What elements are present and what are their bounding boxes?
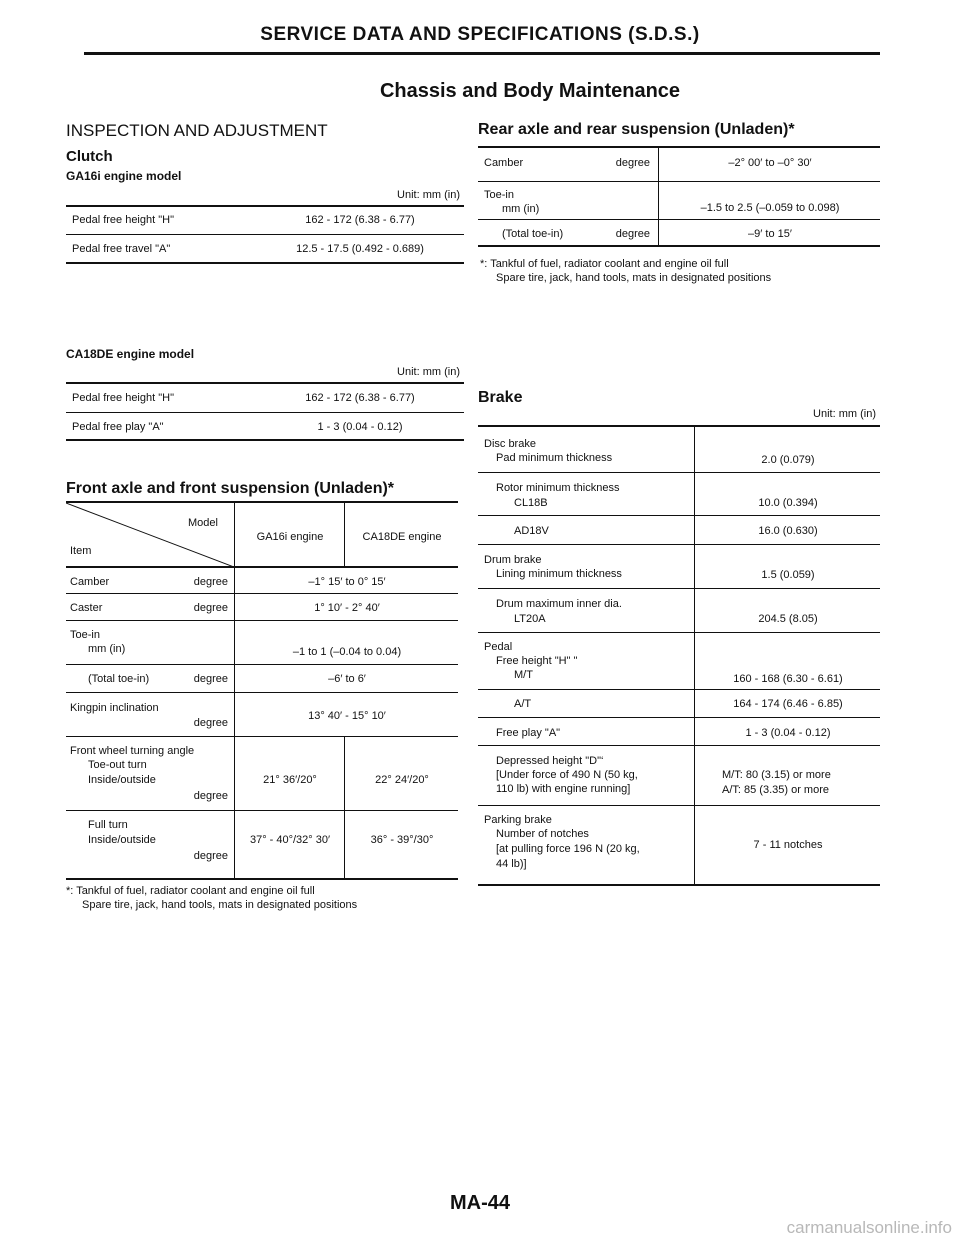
front-fullturn-ca18de: 36° - 39°/30° bbox=[370, 834, 434, 846]
rear-note-line1: *: Tankful of fuel, radiator coolant and engine oil full bbox=[480, 258, 729, 270]
brake-depressed-label: Depressed height "D"‘ bbox=[496, 755, 604, 767]
brake-mt-label: M/T bbox=[514, 669, 533, 681]
brake-table-top bbox=[478, 425, 880, 427]
brake-lt20a-value: 204.5 (8.05) bbox=[758, 613, 818, 625]
ga16i-row1-value: 162 - 172 (6.38 - 6.77) bbox=[305, 214, 415, 226]
rear-toein-value: –1.5 to 2.5 (–0.059 to 0.098) bbox=[700, 202, 840, 214]
rear-camber-label: Camber bbox=[484, 157, 524, 169]
brake-title: Brake bbox=[478, 389, 523, 406]
front-note-line2: Spare tire, jack, hand tools, mats in designated positions bbox=[82, 899, 358, 911]
brake-pedal-label: Pedal bbox=[484, 641, 513, 653]
brake-ad18v-rule bbox=[478, 544, 880, 545]
inspection-title: INSPECTION AND ADJUSTMENT bbox=[66, 121, 328, 140]
rear-note-line2: Spare tire, jack, hand tools, mats in designated positions bbox=[496, 272, 772, 284]
brake-mt-rule bbox=[478, 689, 880, 690]
ga16i-row-divider bbox=[66, 234, 464, 235]
front-col-divider bbox=[234, 503, 235, 879]
front-turning-label: Front wheel turning angle bbox=[70, 745, 195, 757]
brake-at-label: A/T bbox=[514, 698, 532, 710]
front-table-bottom bbox=[66, 878, 458, 880]
rear-axle-title: Rear axle and rear suspension (Unladen)* bbox=[478, 121, 795, 138]
front-caster-unit: degree bbox=[193, 602, 228, 614]
brake-ad18v-label: AD18V bbox=[514, 525, 549, 537]
rear-camber-value: –2° 00′ to –0° 30′ bbox=[728, 157, 812, 169]
front-kingpin-label: Kingpin inclination bbox=[70, 702, 159, 714]
front-caster-value: 1° 10′ - 2° 40′ bbox=[314, 602, 380, 614]
front-toeout-label: Toe-out turn bbox=[88, 759, 147, 771]
front-axle-title: Front axle and front suspension (Unladen)* bbox=[66, 480, 395, 497]
rear-toein-rule bbox=[478, 219, 880, 220]
brake-lining-value: 1.5 (0.059) bbox=[761, 569, 815, 581]
brake-lining-label: Lining minimum thickness bbox=[496, 568, 622, 580]
front-camber-label: Camber bbox=[70, 576, 110, 588]
ga16i-table-top bbox=[66, 205, 464, 207]
header-rule bbox=[84, 52, 880, 55]
ca18de-unit: Unit: mm (in) bbox=[397, 366, 460, 378]
rear-table-bottom bbox=[478, 245, 880, 247]
front-head-model: Model bbox=[188, 517, 218, 529]
front-kingpin-unit: degree bbox=[193, 717, 228, 729]
rear-camber-unit: degree bbox=[615, 157, 650, 169]
brake-drum-max-label: Drum maximum inner dia. bbox=[496, 598, 622, 610]
front-caster-label: Caster bbox=[70, 602, 103, 614]
front-toeout-unit: degree bbox=[193, 790, 228, 802]
section-title: Chassis and Body Maintenance bbox=[379, 80, 681, 102]
brake-lining-rule bbox=[478, 588, 880, 589]
brake-pulling-line1: [at pulling force 196 N (20 kg, bbox=[496, 843, 640, 855]
brake-depressed-rule bbox=[478, 805, 880, 806]
brake-table-bottom bbox=[478, 884, 880, 886]
brake-depressed-at: A/T: 85 (3.35) or more bbox=[722, 784, 829, 796]
brake-free-height-label: Free height "H" " bbox=[496, 655, 578, 667]
ca18de-table-bottom bbox=[66, 439, 464, 441]
front-fullturn-ga16i: 37° - 40°/32° 30′ bbox=[249, 834, 331, 846]
front-head-item: Item bbox=[70, 545, 92, 557]
watermark: carmanualsonline.info bbox=[786, 1218, 952, 1237]
brake-col-divider bbox=[694, 427, 695, 886]
rear-camber-rule bbox=[478, 181, 880, 182]
rear-total-toein-label: (Total toe-in) bbox=[502, 228, 564, 240]
front-fullturn-unit: degree bbox=[193, 850, 228, 862]
rear-total-toein-value: –9′ to 15′ bbox=[748, 228, 792, 240]
brake-cl18b-rule bbox=[478, 515, 880, 516]
front-toeout-ga16i: 21° 36′/20° bbox=[263, 774, 317, 786]
page-header-title: SERVICE DATA AND SPECIFICATIONS (S.D.S.) bbox=[260, 24, 700, 45]
brake-ad18v-value: 16.0 (0.630) bbox=[758, 525, 818, 537]
brake-free-play-label: Free play "A" bbox=[496, 727, 561, 739]
ga16i-row2-value: 12.5 - 17.5 (0.492 - 0.689) bbox=[296, 243, 424, 255]
front-head-bottom bbox=[66, 566, 458, 568]
brake-mt-value: 160 - 168 (6.30 - 6.61) bbox=[733, 673, 843, 685]
ca18de-row1-value: 162 - 172 (6.38 - 6.77) bbox=[305, 392, 415, 404]
brake-under-force-line2: 110 lb) with engine running] bbox=[496, 783, 631, 795]
front-camber-rule bbox=[66, 593, 458, 594]
front-head-ca18de: CA18DE engine bbox=[362, 531, 442, 543]
brake-cl18b-label: CL18B bbox=[514, 497, 548, 509]
brake-rotor-label: Rotor minimum thickness bbox=[496, 482, 620, 494]
front-fullturn-label: Full turn bbox=[88, 819, 128, 831]
brake-unit: Unit: mm (in) bbox=[813, 408, 876, 420]
front-camber-unit: degree bbox=[193, 576, 228, 588]
front-kingpin-value: 13° 40′ - 15° 10′ bbox=[308, 710, 386, 722]
brake-under-force-line1: [Under force of 490 N (50 kg, bbox=[496, 769, 638, 781]
front-toeout-inout: Inside/outside bbox=[88, 774, 156, 786]
front-toein-value: –1 to 1 (–0.04 to 0.04) bbox=[292, 646, 402, 658]
brake-pad-label: Pad minimum thickness bbox=[496, 452, 613, 464]
brake-depressed-mt: M/T: 80 (3.15) or more bbox=[722, 769, 831, 781]
brake-free-play-value: 1 - 3 (0.04 - 0.12) bbox=[745, 727, 831, 739]
ga16i-title: GA16i engine model bbox=[66, 169, 182, 183]
brake-notches-value: 7 - 11 notches bbox=[753, 839, 823, 851]
brake-pad-value: 2.0 (0.079) bbox=[761, 454, 815, 466]
brake-cl18b-value: 10.0 (0.394) bbox=[758, 497, 818, 509]
front-toeout-rule bbox=[66, 810, 458, 811]
rear-toein-label: Toe-in bbox=[484, 189, 514, 201]
brake-at-value: 164 - 174 (6.46 - 6.85) bbox=[733, 698, 843, 710]
front-toein-unit: mm (in) bbox=[88, 643, 126, 655]
front-turn-mid-divider bbox=[344, 736, 345, 879]
ca18de-row2-label: Pedal free play "A" bbox=[72, 421, 164, 433]
rear-toein-unit: mm (in) bbox=[502, 203, 540, 215]
front-kingpin-rule bbox=[66, 736, 458, 737]
ca18de-table-top bbox=[66, 382, 464, 384]
ga16i-unit: Unit: mm (in) bbox=[397, 189, 460, 201]
front-toein-label: Toe-in bbox=[70, 629, 100, 641]
front-head-mid-divider bbox=[344, 503, 345, 566]
front-total-toein-unit: degree bbox=[193, 673, 228, 685]
ga16i-table-bottom bbox=[66, 262, 464, 264]
brake-disc-label: Disc brake bbox=[484, 438, 536, 450]
brake-pulling-line2: 44 lb)] bbox=[496, 858, 527, 870]
front-total-toein-value: –6′ to 6′ bbox=[328, 673, 366, 685]
clutch-title: Clutch bbox=[66, 148, 113, 165]
front-note-line1: *: Tankful of fuel, radiator coolant and engine oil full bbox=[66, 885, 315, 897]
front-head-ga16i: GA16i engine bbox=[256, 531, 324, 543]
brake-at-rule bbox=[478, 717, 880, 718]
ga16i-row2-label: Pedal free travel "A" bbox=[72, 243, 171, 255]
ca18de-title: CA18DE engine model bbox=[66, 347, 195, 361]
rear-col-divider bbox=[658, 148, 659, 245]
page-number: MA-44 bbox=[449, 1192, 510, 1214]
ca18de-row-divider bbox=[66, 412, 464, 413]
front-total-rule bbox=[66, 692, 458, 693]
front-toein-rule bbox=[66, 664, 458, 665]
brake-free-play-rule bbox=[478, 745, 880, 746]
ca18de-row1-label: Pedal free height "H" bbox=[72, 392, 174, 404]
front-caster-rule bbox=[66, 620, 458, 621]
rear-total-toein-unit: degree bbox=[615, 228, 650, 240]
brake-lt20a-label: LT20A bbox=[514, 613, 546, 625]
brake-lt20a-rule bbox=[478, 632, 880, 633]
brake-notches-label: Number of notches bbox=[496, 828, 589, 840]
front-camber-value: –1° 15′ to 0° 15′ bbox=[308, 576, 386, 588]
brake-parking-label: Parking brake bbox=[484, 814, 552, 826]
ca18de-row2-value: 1 - 3 (0.04 - 0.12) bbox=[317, 421, 403, 433]
brake-drum-label: Drum brake bbox=[484, 554, 542, 566]
brake-pad-rule bbox=[478, 472, 880, 473]
front-toeout-ca18de: 22° 24′/20° bbox=[375, 774, 429, 786]
rear-table-top bbox=[478, 146, 880, 148]
front-total-toein-label: (Total toe-in) bbox=[88, 673, 150, 685]
ga16i-row1-label: Pedal free height "H" bbox=[72, 214, 174, 226]
front-fullturn-inout: Inside/outside bbox=[88, 834, 156, 846]
